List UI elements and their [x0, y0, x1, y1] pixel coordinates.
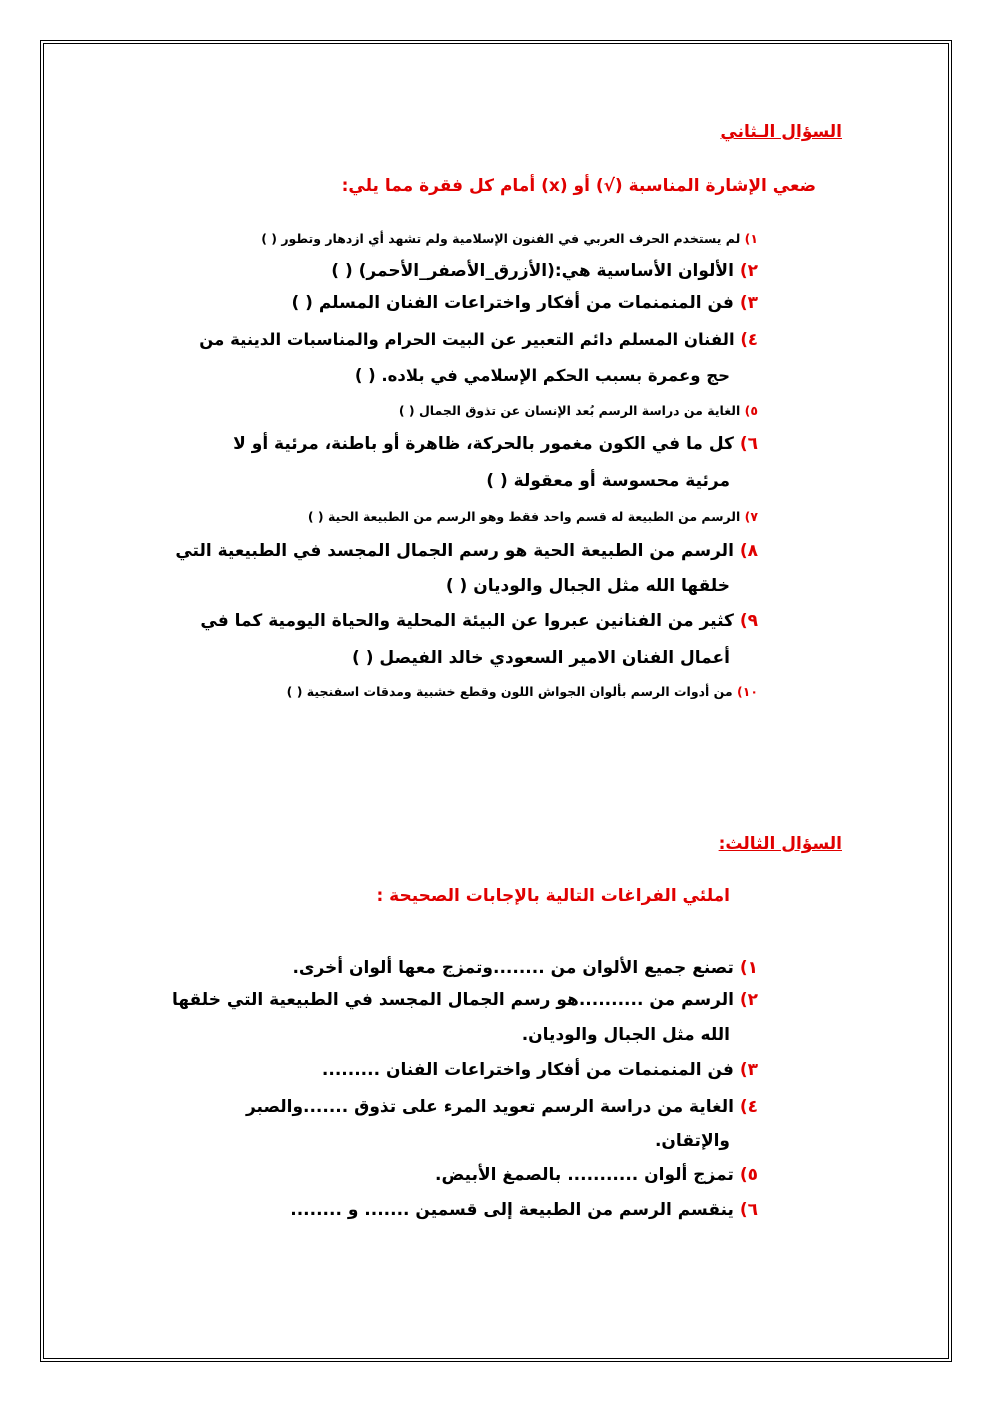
item-text: تمزج ألوان ........... بالصمغ الأبيض.: [435, 1165, 734, 1185]
q2-instruction: ضعي الإشارة المناسبة (√) أو (x) أمام كل فقرة مما يلي:: [341, 176, 816, 196]
item-number: ٣): [739, 1060, 758, 1080]
item-number: ٢): [739, 990, 758, 1010]
q2-item-4-cont: حج وعمرة بسبب الحكم الإسلامي في بلاده. ( ): [354, 366, 730, 385]
q2-item-2: [331, 261, 758, 281]
q2-item-8-cont: خلقها الله مثل الجبال والوديان ( ): [445, 576, 730, 596]
item-text: لم يستخدم الحرف العربي في الفنون الإسلامية ولم تشهد أي ازدهار وتطور ( ): [261, 231, 741, 246]
item-number: ٩): [739, 611, 758, 631]
q2-item-9: [200, 611, 758, 631]
q2-title: السؤال الـثاني: [720, 122, 842, 142]
q3-item-3: [322, 1060, 758, 1080]
item-text: الألوان الأساسية هي:(الأزرق_الأصفر_الأحمر) ( ): [331, 261, 734, 281]
item-number: ٤): [739, 1097, 758, 1117]
item-text: الغاية من دراسة الرسم تعويد المرء على تذوق .......والصبر: [245, 1097, 734, 1117]
q2-item-9-cont: أعمال الفنان الامير السعودي خالد الفيصل ( ): [352, 648, 730, 668]
item-number: ٥): [744, 403, 758, 418]
item-text: تصنع جميع الألوان من ........وتمزج معها ألوان أخرى.: [292, 958, 734, 978]
item-number: ٤): [740, 330, 758, 349]
q3-title: السؤال الثالث:: [718, 834, 842, 854]
q2-item-6-cont: مرئية محسوسة أو معقولة ( ): [486, 471, 730, 491]
q2-item-1: [261, 231, 758, 246]
item-number: ٨): [739, 541, 758, 561]
item-number: ٦): [739, 434, 758, 454]
q3-item-1: [292, 958, 758, 978]
item-text: الرسم من الطبيعة له قسم واحد فقط وهو الرسم من الطبيعة الحية ( ): [307, 509, 741, 524]
q3-item-6: [290, 1200, 758, 1220]
q3-item-5: [435, 1165, 758, 1185]
item-text: كل ما في الكون مغمور بالحركة، ظاهرة أو باطنة، مرئية أو لا: [233, 434, 734, 454]
item-number: ٧): [744, 509, 758, 524]
item-text: الغاية من دراسة الرسم بُعد الإنسان عن تذوق الجمال ( ): [398, 403, 741, 418]
item-text: كثير من الفنانين عبروا عن البيئة المحلية والحياة اليومية كما في: [200, 611, 734, 631]
item-text: فن المنمنمات من أفكار واختراعات الفنان المسلم ( ): [291, 293, 734, 313]
q2-item-7: [308, 509, 758, 524]
q3-item-2-cont: الله مثل الجبال والوديان.: [521, 1025, 730, 1045]
item-number: ٦): [739, 1200, 758, 1220]
item-text: الرسم من ..........هو رسم الجمال المجسد في الطبيعية التي خلقها: [171, 990, 734, 1010]
item-number: ٣): [739, 293, 758, 313]
item-text: الرسم من الطبيعة الحية هو رسم الجمال المجسد في الطبيعية التي: [175, 541, 734, 561]
q3-item-4-cont: والإتقان.: [654, 1131, 730, 1151]
item-number: ٥): [739, 1165, 758, 1185]
q2-item-5: [399, 403, 758, 418]
item-number: ٢): [739, 261, 758, 281]
q2-item-6: [233, 434, 758, 454]
item-text: من أدوات الرسم بألوان الجواش اللون وقطع خشبية ومدقات اسفنجية ( ): [286, 684, 733, 699]
q3-item-2: [172, 990, 758, 1010]
q2-item-3: [291, 293, 758, 313]
q2-item-8: [175, 541, 758, 561]
item-number: ١٠): [737, 684, 758, 699]
item-text: ينقسم الرسم من الطبيعة إلى قسمين ....... و ........: [290, 1200, 734, 1220]
item-number: ١): [739, 958, 758, 978]
item-text: فن المنمنمات من أفكار واختراعات الفنان .........: [321, 1060, 734, 1080]
item-number: ١): [744, 231, 758, 246]
q3-item-4: [246, 1097, 758, 1117]
q2-item-4: [199, 330, 758, 349]
item-text: الفنان المسلم دائم التعبير عن البيت الحرام والمناسبات الدينية من: [199, 330, 735, 349]
q2-item-10: [287, 684, 758, 699]
q3-instruction: املئي الفراغات التالية بالإجابات الصحيحة :: [376, 886, 730, 906]
